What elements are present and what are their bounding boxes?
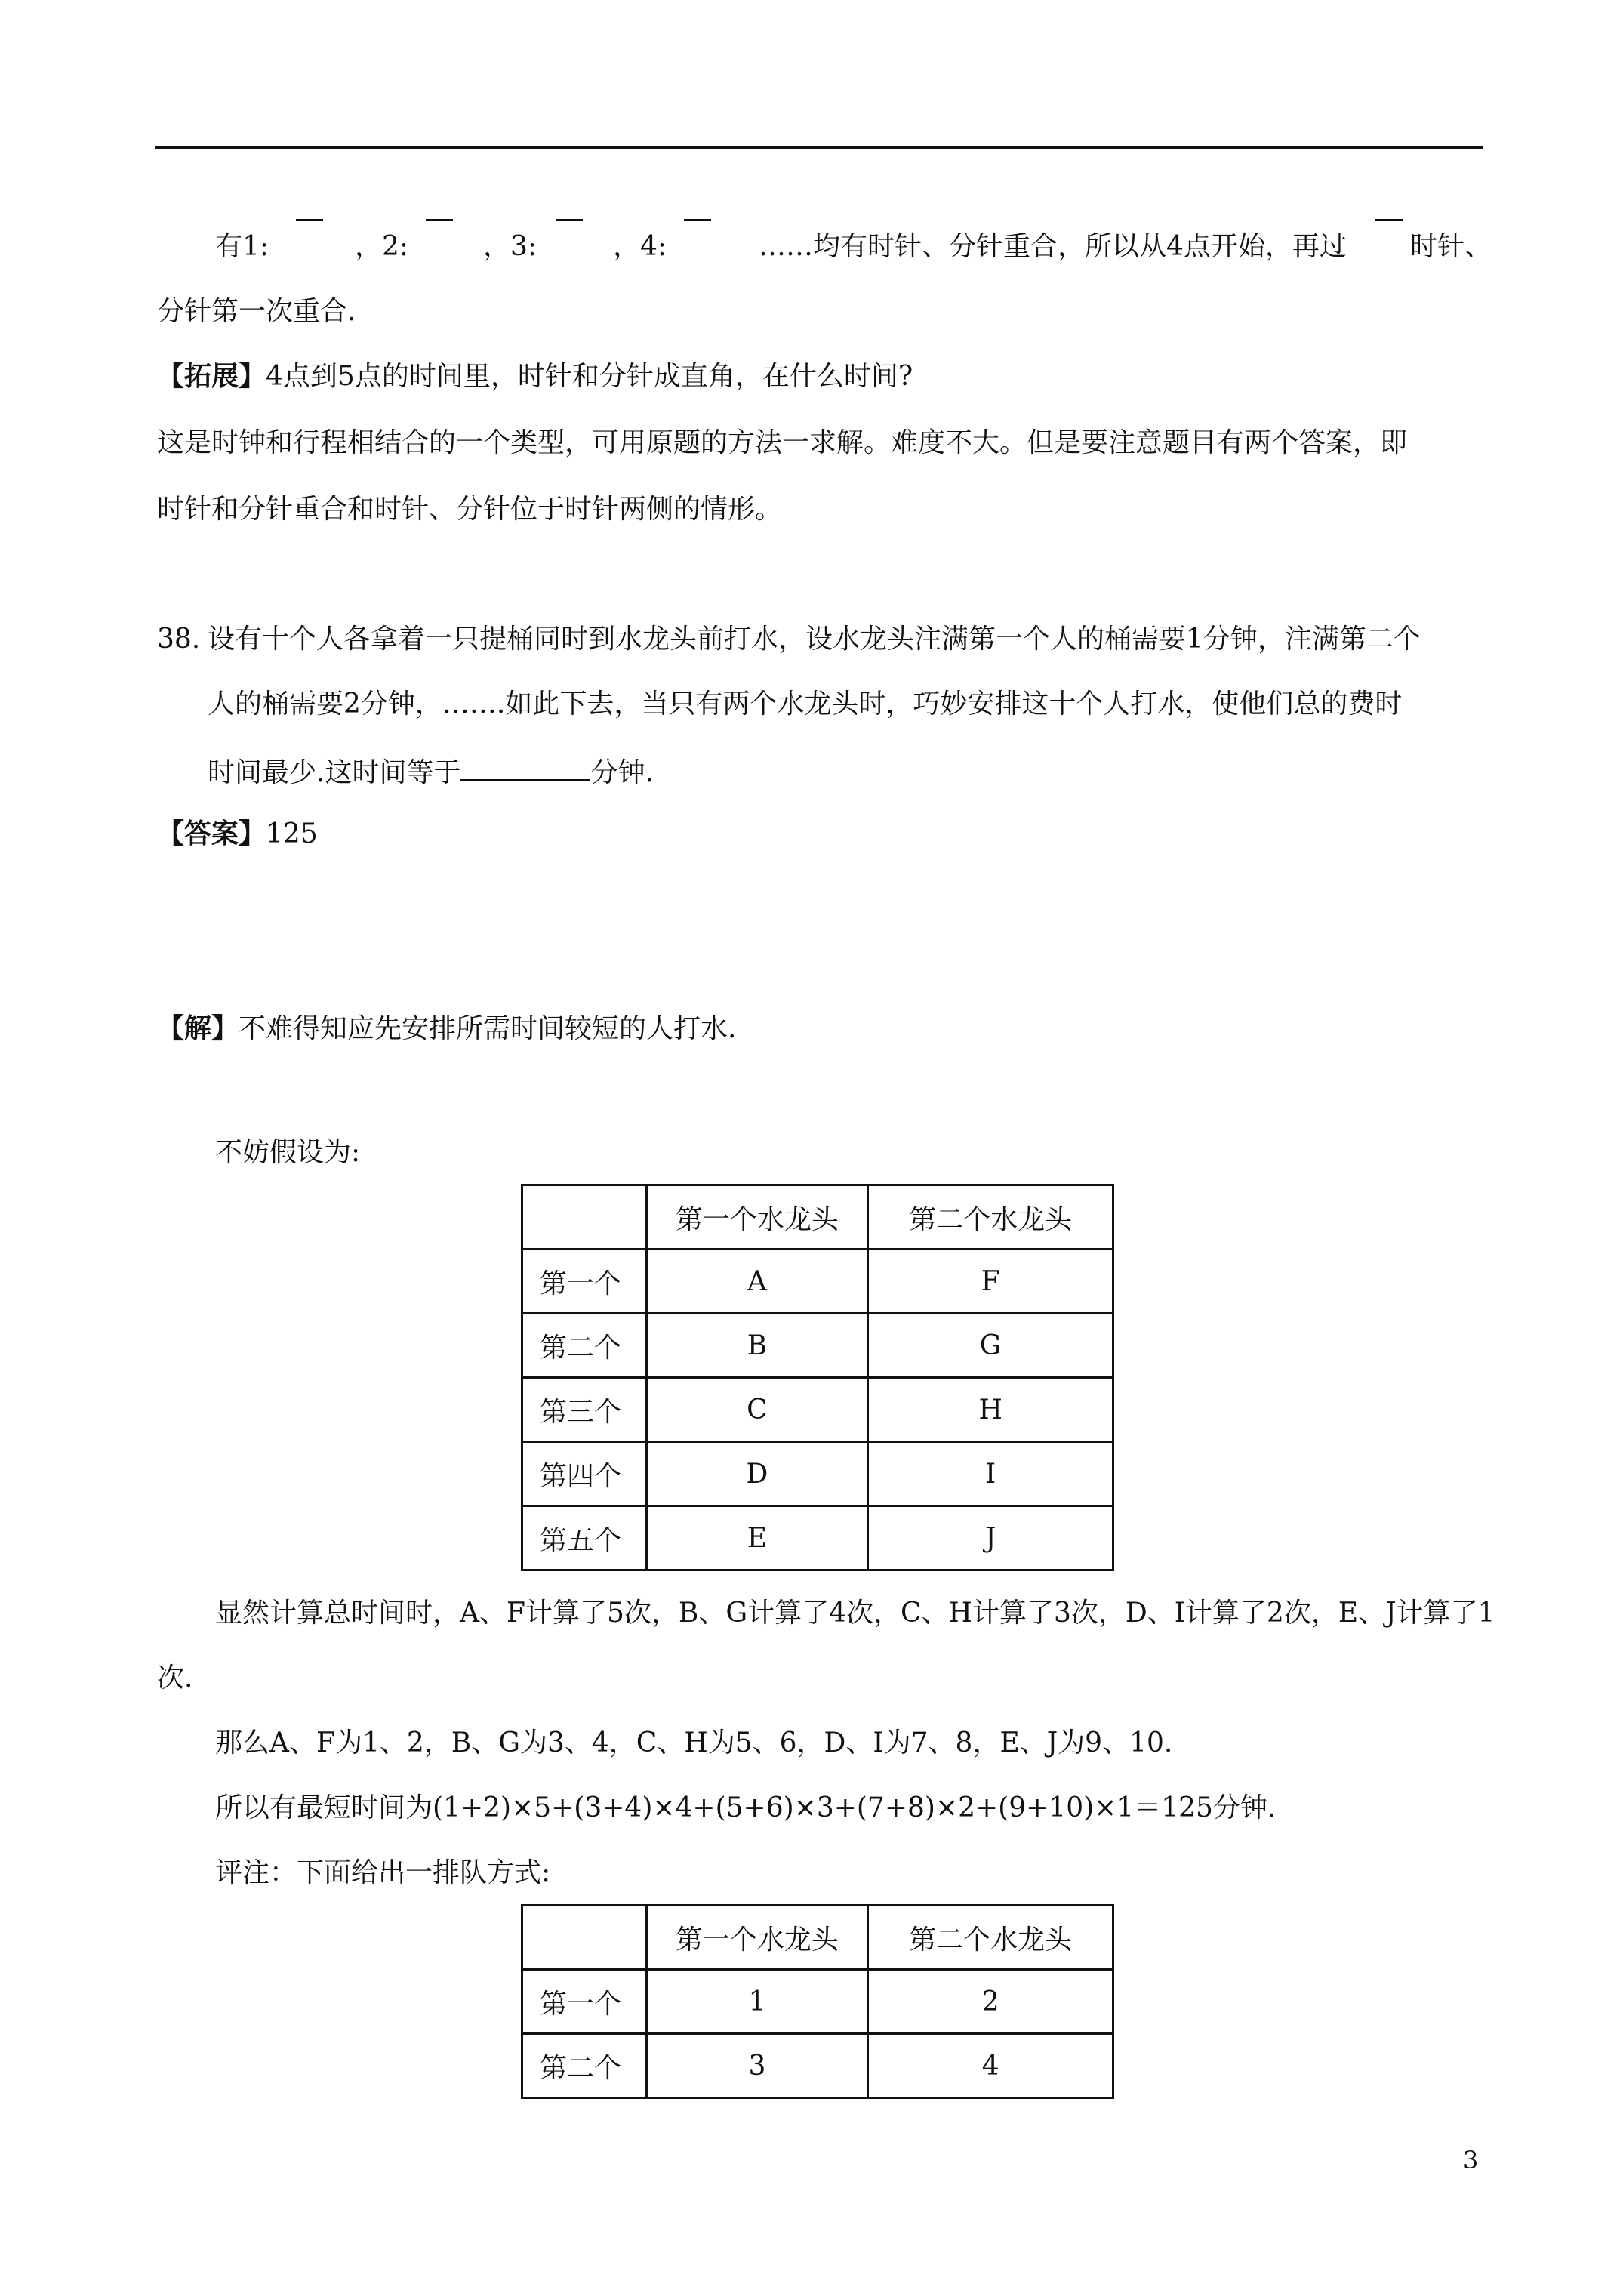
- table-header-cell: 第二个水龙头: [868, 1906, 1113, 1970]
- extension-label: 【拓展】: [157, 361, 266, 392]
- answer-value: 125: [266, 818, 318, 849]
- table-row-label: 第四个: [522, 1442, 647, 1506]
- table-cell: H: [868, 1378, 1113, 1442]
- table-row: [522, 1378, 1113, 1442]
- problem-line-3: [208, 750, 654, 792]
- table-row-label: 第二个: [522, 1314, 647, 1378]
- extension-note-2: 时针和分针重合和时针、分针位于时针两侧的情形。: [157, 494, 783, 525]
- table-header-row: [522, 1906, 1113, 1970]
- clock-line-tail: ……均有时针、分针重合，所以从4点开始，再过: [759, 231, 1347, 262]
- explain-line-2: 那么A、F为1、2，B、G为3、4，C、H为5、6，D、I为7、8，E、J为9、10.: [215, 1727, 1173, 1758]
- table-cell: J: [868, 1506, 1113, 1570]
- fraction-bar: [426, 219, 453, 221]
- table-header-cell: 第二个水龙头: [868, 1185, 1113, 1250]
- answer-blank: [460, 750, 590, 781]
- table-cell: 3: [646, 2034, 868, 2098]
- solution-assume: 不妨假设为:: [215, 1137, 361, 1168]
- answer-label: 【答案】: [157, 818, 266, 849]
- table-cell: F: [868, 1250, 1113, 1314]
- table-cell: G: [868, 1314, 1113, 1378]
- clock-line-continuation: 分针第一次重合.: [157, 296, 356, 327]
- solution-text: 不难得知应先安排所需时间较短的人打水.: [239, 1013, 737, 1044]
- table-row-label: 第一个: [522, 1250, 647, 1314]
- extension-text: 4点到5点的时间里，时针和分针成直角，在什么时间?: [266, 361, 913, 392]
- queue-table: [521, 1904, 1114, 2099]
- fraction-bar: [684, 219, 711, 221]
- explain-line-1-cont: 次.: [157, 1663, 193, 1693]
- table-cell: C: [646, 1378, 868, 1442]
- fraction-bar: [296, 219, 323, 221]
- table-cell: D: [646, 1442, 868, 1506]
- extension-note-1: 这是时钟和行程相结合的一个类型，可用原题的方法一求解。难度不大。但是要注意题目有两个答案，即: [157, 427, 1408, 458]
- header-rule: [155, 146, 1483, 149]
- solution-label: 【解】: [157, 1013, 239, 1044]
- solution-line: [157, 1010, 736, 1048]
- fraction-bar: [1375, 219, 1403, 221]
- problem-number: 38.: [157, 624, 201, 655]
- table-row: [522, 2034, 1113, 2098]
- page-number: 3: [1463, 2146, 1479, 2174]
- clock-line-sep1: ，2:: [355, 231, 409, 262]
- clock-line-sep3: ，4:: [613, 231, 667, 262]
- table-header-cell: [522, 1185, 647, 1250]
- answer-line: [157, 815, 318, 853]
- table-header-row: [522, 1185, 1113, 1250]
- assignment-table: [521, 1184, 1114, 1571]
- table-cell: B: [646, 1314, 868, 1378]
- table-header-cell: [522, 1906, 647, 1970]
- table-cell: 1: [646, 1970, 868, 2034]
- clock-line-sep2: ，3:: [483, 231, 537, 262]
- table-cell: I: [868, 1442, 1113, 1506]
- table-row-label: 第二个: [522, 2034, 647, 2098]
- problem-line-3b: 分钟.: [590, 757, 654, 788]
- clock-line-end: 时针、: [1410, 231, 1492, 262]
- clock-line-prefix: 有1:: [215, 231, 269, 262]
- explain-line-1: 显然计算总时间时，A、F计算了5次，B、G计算了4次，C、H计算了3次，D、I计算了2次，E、J计算了1: [215, 1598, 1495, 1629]
- table-row-label: 第三个: [522, 1378, 647, 1442]
- table-row: [522, 1970, 1113, 2034]
- explain-line-3: 所以有最短时间为(1+2)×5+(3+4)×4+(5+6)×3+(7+8)×2+(9+10)×1＝125分钟.: [215, 1792, 1277, 1823]
- table-row: [522, 1506, 1113, 1570]
- table-header-cell: 第一个水龙头: [646, 1906, 868, 1970]
- problem-line-2: 人的桶需要2分钟，…….如此下去，当只有两个水龙头时，巧妙安排这十个人打水，使他们总的费时: [208, 689, 1403, 720]
- table-header-cell: 第一个水龙头: [646, 1185, 868, 1250]
- table-cell: 2: [868, 1970, 1113, 2034]
- problem-line-1: 设有十个人各拿着一只提桶同时到水龙头前打水，设水龙头注满第一个人的桶需要1分钟，注满第二个: [208, 624, 1421, 655]
- table-row: [522, 1442, 1113, 1506]
- table-row-label: 第五个: [522, 1506, 647, 1570]
- problem-line-3a: 时间最少.这时间等于: [208, 757, 461, 788]
- table-cell: 4: [868, 2034, 1113, 2098]
- table-row: [522, 1250, 1113, 1314]
- fraction-bar: [556, 219, 583, 221]
- extension-line: [157, 358, 913, 396]
- explain-line-4: 评注：下面给出一排队方式:: [215, 1857, 551, 1888]
- table-row: [522, 1314, 1113, 1378]
- table-cell: A: [646, 1250, 868, 1314]
- table-row-label: 第一个: [522, 1970, 647, 2034]
- table-cell: E: [646, 1506, 868, 1570]
